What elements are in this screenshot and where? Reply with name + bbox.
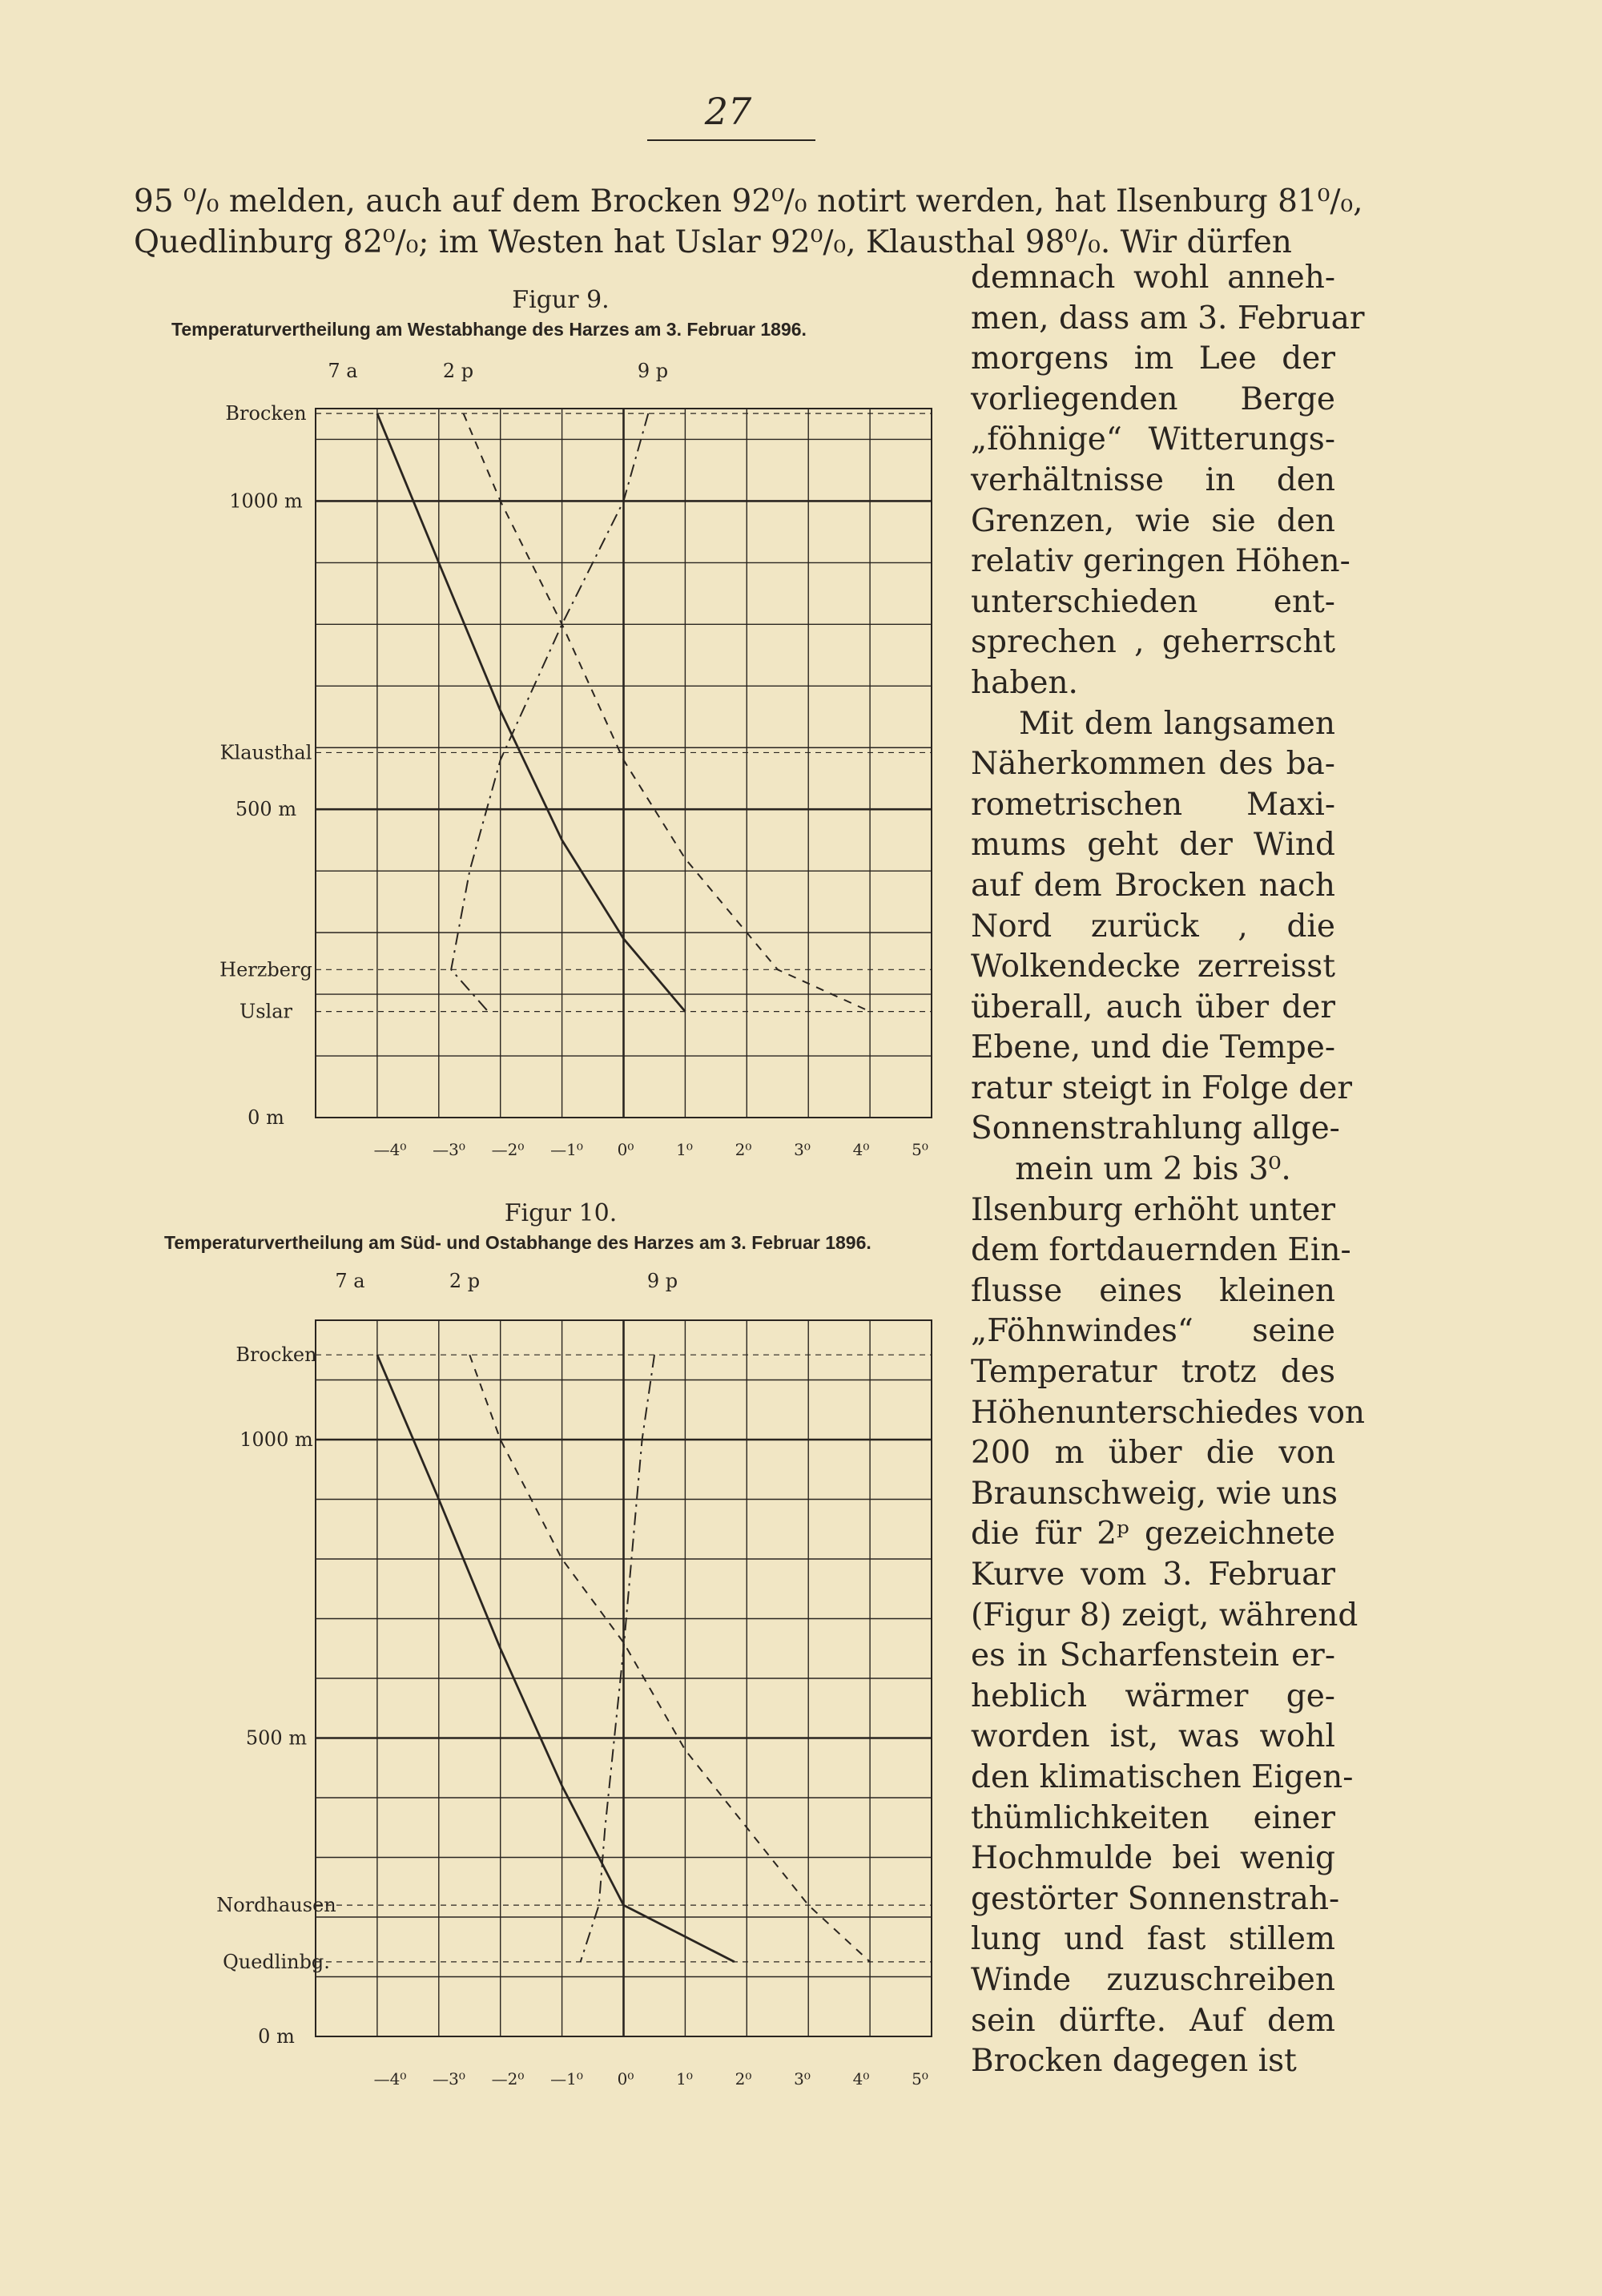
body-line: Ebene, und die Tempe- — [971, 1029, 1335, 1066]
body-line: Kurve vom 3. Februar — [971, 1557, 1335, 1593]
body-line: verhältnisse in den — [971, 461, 1335, 498]
x-tick-label: 5⁰ — [912, 1140, 928, 1159]
body-line: Temperatur trotz des — [971, 1354, 1335, 1391]
altitude-label: Klausthal — [219, 741, 312, 764]
body-line: Nord zurück , die — [971, 908, 1335, 945]
series-header-label: 9 p — [646, 1270, 678, 1292]
altitude-label: Brocken — [225, 402, 307, 425]
body-line: sein dürfte. Auf dem — [971, 2002, 1335, 2039]
body-line: Sonnenstrahlung allge- — [971, 1110, 1340, 1147]
x-tick-label: —4⁰ — [373, 1140, 407, 1159]
intro-line-1: 95 ⁰/₀ melden, auch auf dem Brocken 92⁰/₀ notirt werden, hat Ilsenburg 81⁰/₀, — [134, 183, 1363, 220]
page-number: 27 — [704, 90, 752, 133]
body-line: unterschieden ent- — [971, 583, 1335, 620]
figure-10-caption: Temperaturvertheilung am Süd- und Ostabhange des Harzes am 3. Februar 1896. — [164, 1232, 871, 1253]
x-tick-label: 5⁰ — [912, 2069, 928, 2089]
x-tick-label: 0⁰ — [617, 2069, 634, 2089]
x-tick-label: —1⁰ — [550, 1140, 583, 1159]
series-line-7a — [377, 413, 686, 1011]
series-header-label: 7 a — [335, 1270, 365, 1292]
x-tick-label: 1⁰ — [676, 1140, 693, 1159]
body-line: Braunschweig, wie uns — [971, 1475, 1338, 1512]
body-line: Mit dem langsamen — [1019, 705, 1335, 742]
altitude-label: Uslar — [239, 1000, 292, 1023]
body-line: es in Scharfenstein er- — [971, 1637, 1335, 1674]
body-line: thümlichkeiten einer — [971, 1799, 1335, 1836]
body-line: auf dem Brocken nach — [971, 867, 1335, 904]
x-tick-label: 4⁰ — [852, 2069, 870, 2089]
body-line: lung und fast stillem — [971, 1921, 1335, 1958]
body-line: den klimatischen Eigen- — [971, 1758, 1354, 1795]
figure-10-chart — [216, 1270, 932, 2089]
body-line: haben. — [971, 664, 1078, 701]
body-line: gestörter Sonnenstrah- — [971, 1880, 1340, 1917]
series-line-2p — [469, 1355, 870, 1962]
body-line: (Figur 8) zeigt, während — [971, 1597, 1358, 1633]
body-line: worden ist, was wohl — [971, 1718, 1335, 1755]
body-line: men, dass am 3. Februar — [971, 300, 1365, 336]
series-header-label: 2 p — [449, 1270, 481, 1292]
x-tick-label: 3⁰ — [794, 1140, 811, 1159]
x-tick-label: 1⁰ — [676, 2069, 693, 2089]
body-line: Wolkendecke zerreisst — [971, 949, 1335, 985]
altitude-label: Herzberg — [219, 958, 312, 981]
body-line: dem fortdauernden Ein- — [971, 1232, 1351, 1269]
figure-9-label: Figur 9. — [512, 286, 610, 314]
body-line: Ilsenburg erhöht unter — [971, 1191, 1335, 1228]
body-line: Brocken dagegen ist — [971, 2043, 1297, 2080]
body-line: morgens im Lee der — [971, 340, 1335, 377]
x-tick-label: —4⁰ — [373, 2069, 407, 2089]
intro-line-2: Quedlinburg 82⁰/₀; im Westen hat Uslar 92⁰/₀, Klausthal 98⁰/₀. Wir dürfen — [134, 224, 1292, 260]
body-line: heblich wärmer ge- — [971, 1678, 1335, 1714]
x-tick-label: —3⁰ — [433, 1140, 465, 1159]
body-line: Winde zuzuschreiben — [971, 1961, 1335, 1998]
x-tick-label: 3⁰ — [794, 2069, 811, 2089]
body-line: die für 2ᵖ gezeichnete — [971, 1516, 1335, 1553]
body-line: Höhenunterschiedes von — [971, 1394, 1366, 1431]
body-line: Hochmulde bei wenig — [971, 1840, 1335, 1877]
altitude-label: Nordhausen — [216, 1894, 336, 1917]
figure-9-chart — [219, 360, 932, 1159]
series-header-label: 2 p — [442, 360, 474, 382]
body-line: „Föhnwindes“ seine — [971, 1313, 1335, 1350]
x-tick-label: 2⁰ — [735, 1140, 752, 1159]
series-line-2p — [464, 413, 871, 1011]
body-line: „föhnige“ Witterungs- — [971, 421, 1335, 458]
altitude-label: 500 m — [235, 798, 297, 821]
series-header-label: 7 a — [328, 360, 358, 382]
figure-9-caption: Temperaturvertheilung am Westabhange des Harzes am 3. Februar 1896. — [171, 319, 807, 340]
x-tick-label: 4⁰ — [852, 1140, 870, 1159]
body-line: demnach wohl anneh- — [971, 260, 1335, 296]
body-line: überall, auch über der — [971, 989, 1335, 1025]
body-line: flusse eines kleinen — [971, 1272, 1335, 1309]
body-line: 200 m über die von — [971, 1435, 1335, 1472]
body-line: mums geht der Wind — [971, 827, 1335, 864]
x-tick-label: 2⁰ — [735, 2069, 752, 2089]
body-line: relativ geringen Höhen- — [971, 543, 1350, 580]
body-line: vorliegenden Berge — [971, 381, 1335, 417]
body-line: ratur steigt in Folge der — [971, 1069, 1352, 1106]
x-tick-label: —3⁰ — [433, 2069, 465, 2089]
series-line-7a — [377, 1355, 735, 1962]
x-tick-label: —2⁰ — [491, 2069, 525, 2089]
altitude-label: 1000 m — [229, 489, 303, 513]
altitude-label: 0 m — [258, 2025, 295, 2048]
series-line-9p — [581, 1355, 654, 1962]
body-line: rometrischen Maxi- — [971, 786, 1335, 823]
body-line: sprechen , geherrscht — [971, 624, 1335, 661]
x-tick-label: —2⁰ — [491, 1140, 525, 1159]
x-tick-label: —1⁰ — [550, 2069, 583, 2089]
altitude-label: 500 m — [245, 1726, 308, 1750]
body-line: Grenzen, wie sie den — [971, 502, 1335, 539]
figure-10-label: Figur 10. — [504, 1199, 618, 1227]
body-line: mein um 2 bis 3⁰. — [1015, 1151, 1291, 1188]
altitude-label: 1000 m — [239, 1428, 313, 1451]
x-tick-label: 0⁰ — [617, 1140, 634, 1159]
series-header-label: 9 p — [637, 360, 669, 382]
series-line-9p — [451, 413, 648, 1011]
altitude-label: Brocken — [235, 1343, 317, 1367]
altitude-label: 0 m — [248, 1106, 284, 1129]
altitude-label: Quedlinbg. — [223, 1950, 330, 1973]
body-line: Näherkommen des ba- — [971, 746, 1335, 783]
